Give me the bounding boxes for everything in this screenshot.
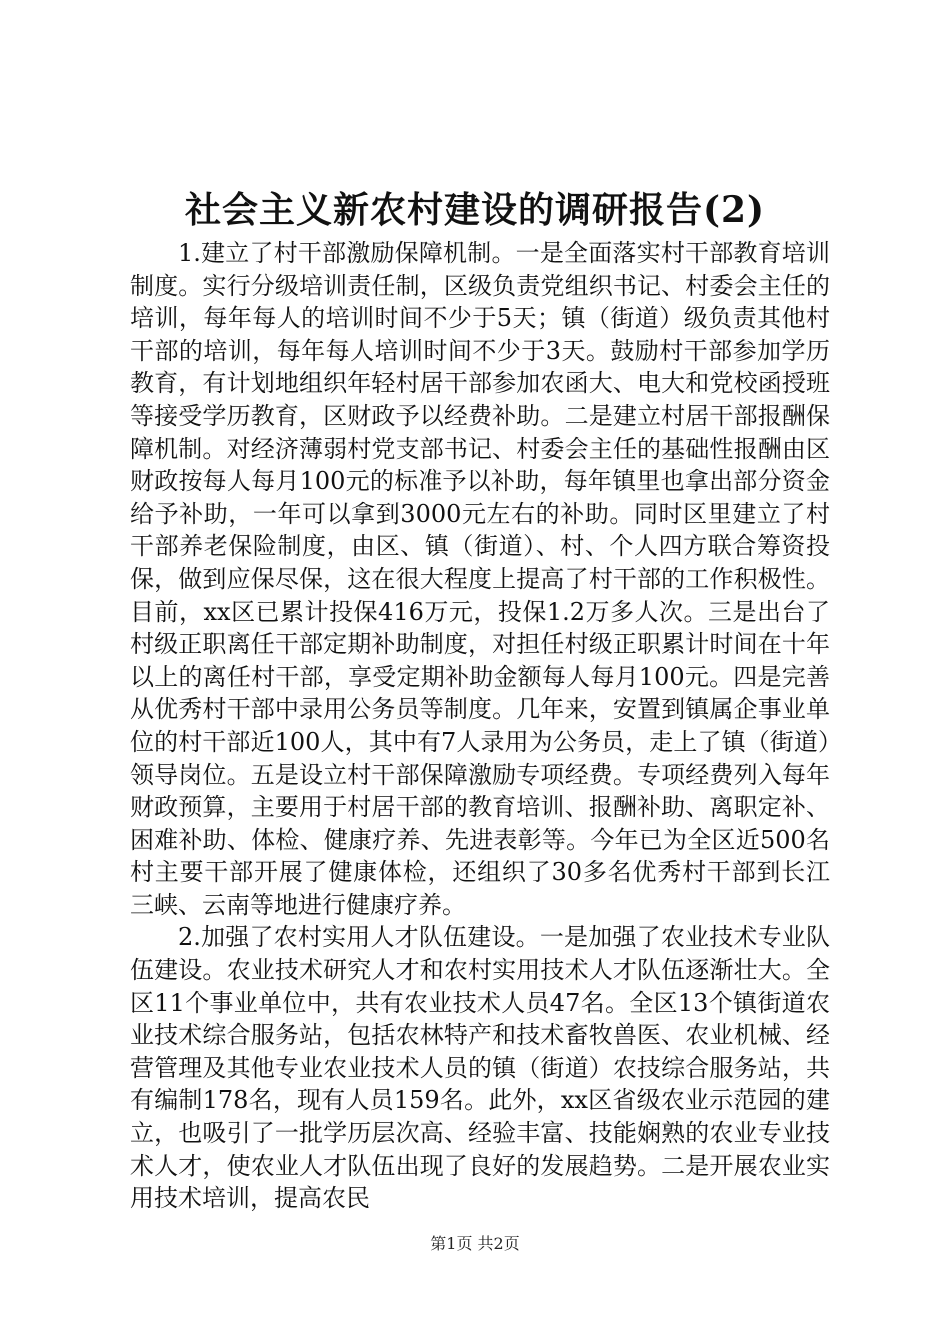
document-body (130, 237, 830, 1215)
paragraph-2: 2.加强了农村实用人才队伍建设。一是加强了农业技术专业队伍建设。农业技术研究人才和农村实用技术人才队伍逐渐壮大。全区11个事业单位中，共有农业技术人员47名。全区13个镇街道农业技术综合服务站，包括农林特产和技术畜牧兽医、农业机械、经营管理及其他专业农业技术人员的镇（街道）农技综合服务站，共有编制178名，现有人员159名。此外，xx区省级农业示范园的建立，也吸引了一批学历层次高、经验丰富、技能娴熟的农业专业技术人才，使农业人才队伍出现了良好的发展趋势。二是开展农业实用技术培训，提高农民 (130, 923, 830, 1213)
page-footer: 第1页 共2页 (430, 1234, 520, 1253)
paragraph-1: 1.建立了村干部激励保障机制。一是全面落实村干部教育培训制度。实行分级培训责任制，区级负责党组织书记、村委会主任的培训，每年每人的培训时间不少于5天；镇（街道）级负责其他村干部的培训，每年每人培训时间不少于3天。鼓励村干部参加学历教育，有计划地组织年轻村居干部参加农函大、电大和党校函授班等接受学历教育，区财政予以经费补助。二是建立村居干部报酬保障机制。对经济薄弱村党支部书记、村委会主任的基础性报酬由区财政按每人每月100元的标准予以补助，每年镇里也拿出部分资金给予补助，一年可以拿到3000元左右的补助。同时区里建立了村干部养老保险制度，由区、镇（街道）、村、个人四方联合筹资投保，做到应保尽保，这在很大程度上提高了村干部的工作积极性。目前，xx区已累计投保416万元，投保1.2万多人次。三是出台了村级正职离任干部定期补助制度，对担任村级正职累计时间在十年以上的离任村干部，享受定期补助金额每人每月100元。四是完善从优秀村干部中录用公务员等制度。几年来，安置到镇属企事业单位的村干部近100人，其中有7人录用为公务员，走上了镇（街道）领导岗位。五是设立村干部保障激励专项经费。专项经费列入每年财政预算，主要用于村居干部的教育培训、报酬补助、离职定补、困难补助、体检、健康疗养、先进表彰等。今年已为全区近500名村主要干部开展了健康体检，还组织了30多名优秀村干部到长江三峡、云南等地进行健康疗养。 (130, 239, 830, 919)
document-title: 社会主义新农村建设的调研报告(2) (184, 189, 766, 231)
